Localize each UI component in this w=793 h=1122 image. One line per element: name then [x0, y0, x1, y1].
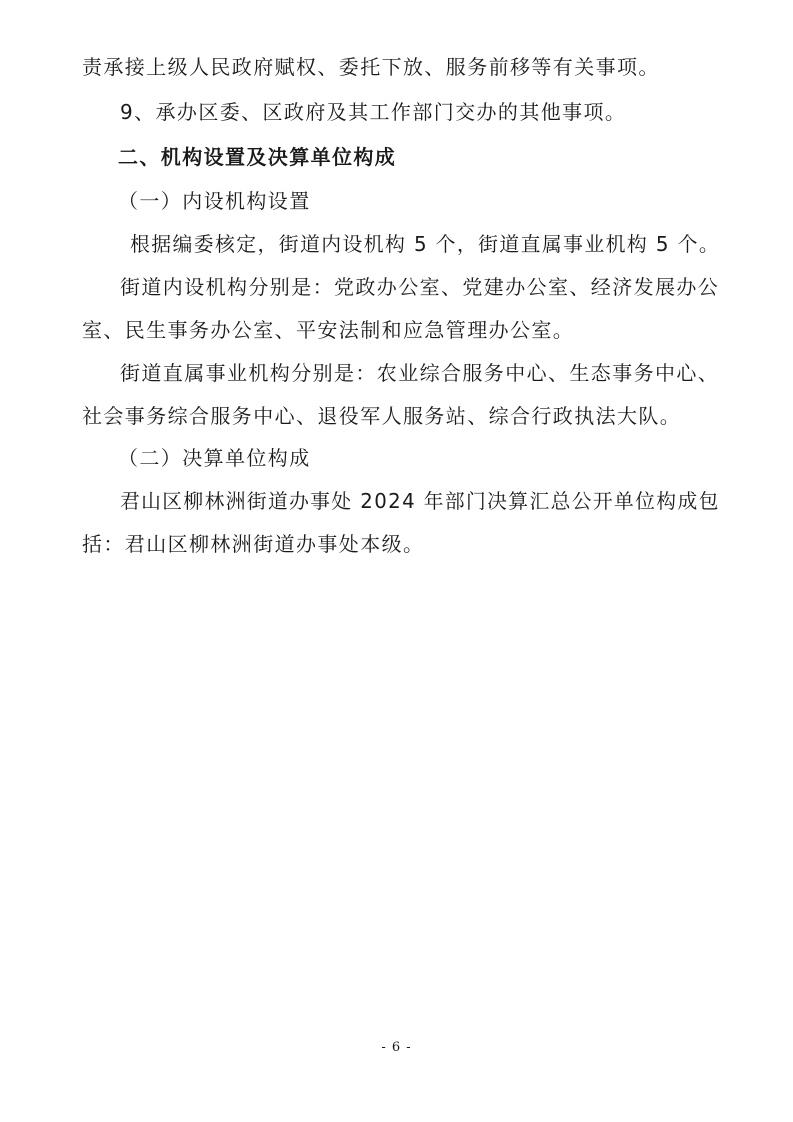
paragraph-line: 括：君山区柳林洲街道办事处本级。: [82, 532, 425, 556]
paragraph-line: 君山区柳林洲街道办事处 2024 年部门决算汇总公开单位构成包: [120, 489, 720, 513]
paragraph-line: 责承接上级人民政府赋权、委托下放、服务前移等有关事项。: [82, 55, 660, 79]
subsection-heading-2: （二）决算单位构成: [118, 446, 311, 470]
paragraph-line: 社会事务综合服务中心、退役军人服务站、综合行政执法大队。: [82, 404, 682, 428]
paragraph-line: 街道直属事业机构分别是：农业综合服务中心、生态事务中心、: [120, 361, 720, 385]
list-item-9: 9、承办区委、区政府及其工作部门交办的其他事项。: [120, 100, 627, 124]
section-heading-2: 二、机构设置及决算单位构成: [118, 145, 397, 169]
paragraph-line: 街道内设机构分别是：党政办公室、党建办公室、经济发展办公: [120, 275, 720, 299]
paragraph-line: 室、民生事务办公室、平安法制和应急管理办公室。: [82, 318, 575, 342]
subsection-heading-1: （一）内设机构设置: [118, 189, 311, 213]
paragraph-line: 根据编委核定，街道内设机构 5 个，街道直属事业机构 5 个。: [130, 232, 721, 256]
page-number: - 6 -: [381, 1040, 412, 1055]
